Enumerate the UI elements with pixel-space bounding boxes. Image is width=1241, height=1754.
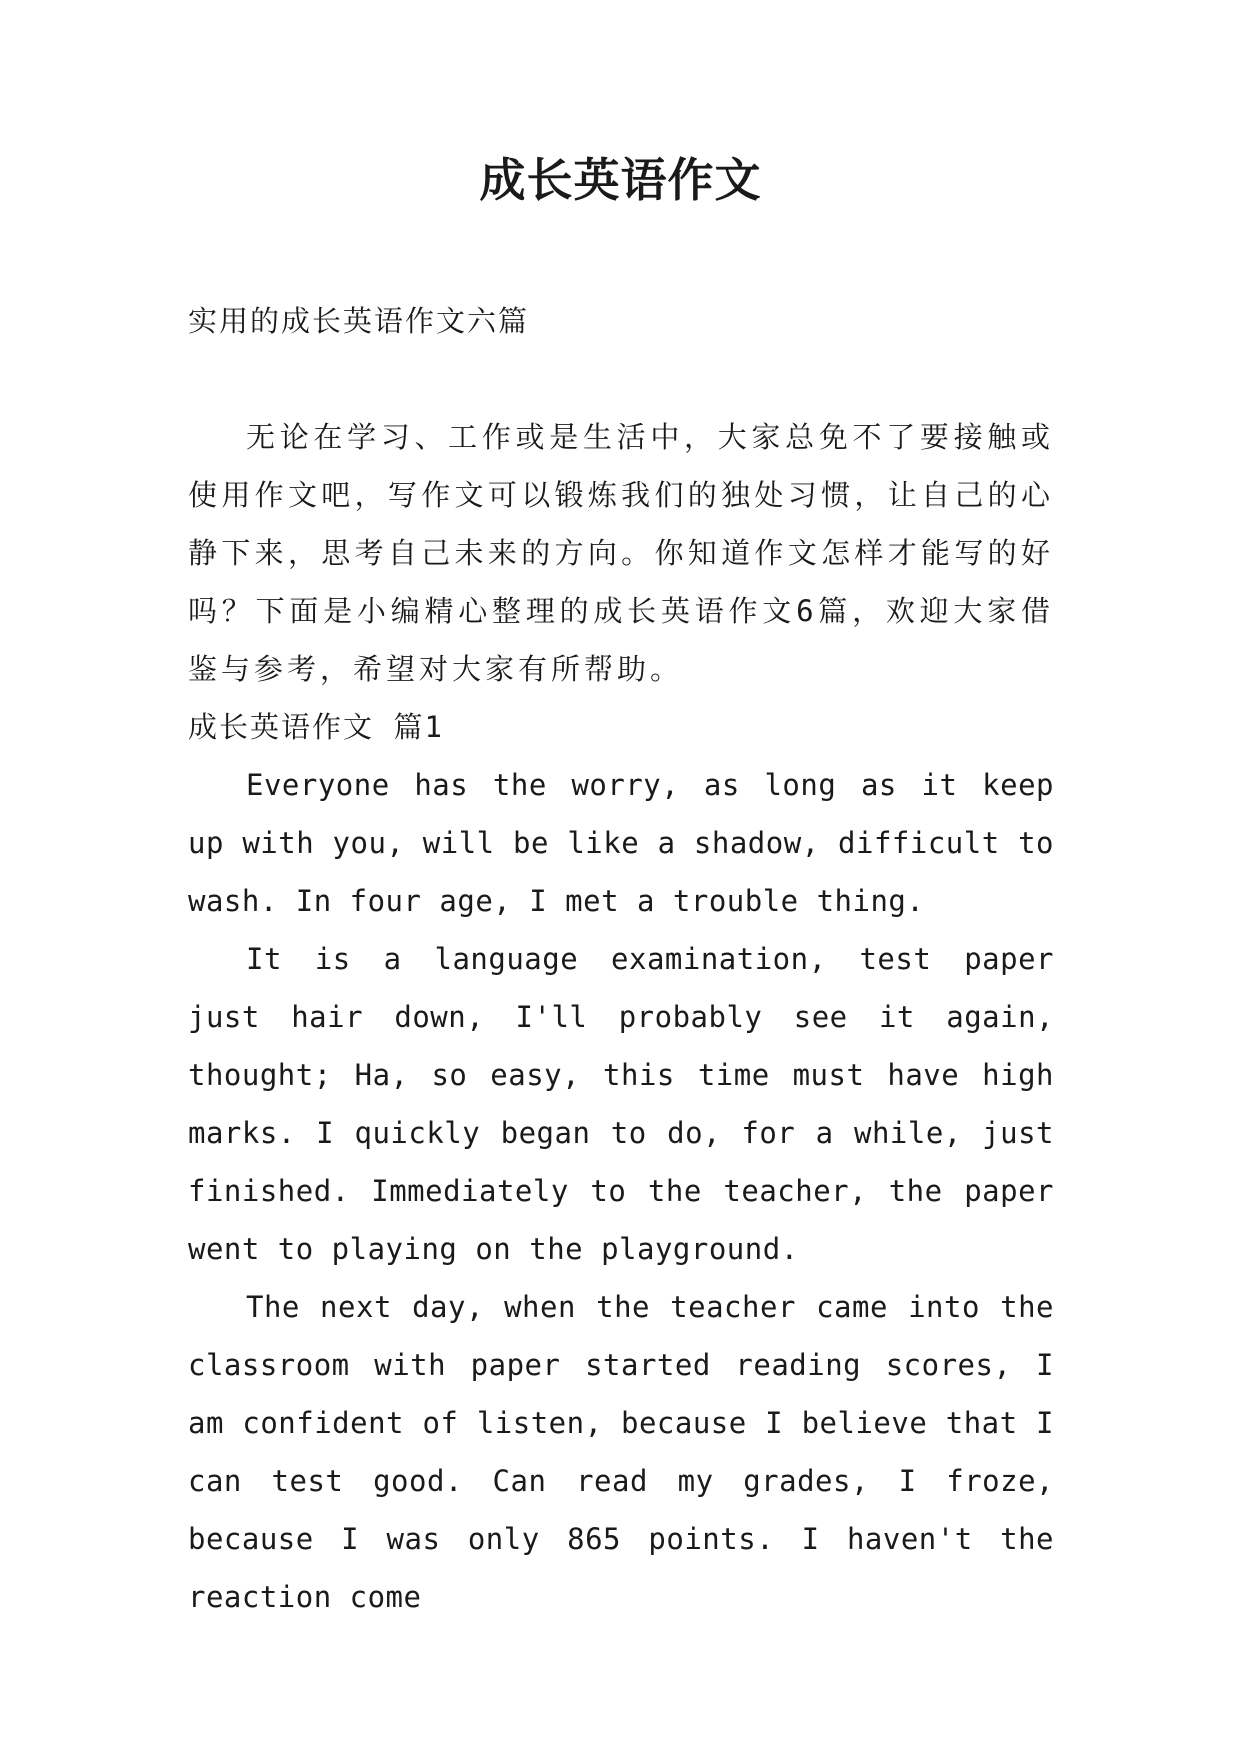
essay-paragraph: It is a language examination, test paper just hair down, I'll probably see it again, thought; Ha, so easy, this time must have high marks. I quickly began to do, for a while, just finished. Immediately to the teacher, the paper went to playing on the playground. [188, 942, 1054, 1266]
document-title: 成长英语作文 [479, 153, 762, 207]
intro-paragraph: 无论在学习、工作或是生活中，大家总免不了要接触或使用作文吧，写作文可以锻炼我们的独处习惯，让自己的心静下来，思考自己未来的方向。你知道作文怎样才能写的好吗？下面是小编精心整理的成长英语作文6篇，欢迎大家借鉴与参考，希望对大家有所帮助。 [188, 420, 1054, 686]
essay-paragraph: Everyone has the worry, as long as it keep up with you, will be like a shadow, difficult to wash. In four age, I met a trouble thing. [188, 768, 1054, 918]
section-heading: 成长英语作文 篇1 [188, 710, 444, 744]
document-subtitle: 实用的成长英语作文六篇 [188, 304, 530, 338]
document-body [188, 292, 1054, 1626]
essay-paragraph: The next day, when the teacher came into the classroom with paper started reading scores, I am confident of listen, because I believe that I can test good. Can read my grades, I froze, because I was only 865 points. I haven't the reaction come [188, 1290, 1054, 1614]
